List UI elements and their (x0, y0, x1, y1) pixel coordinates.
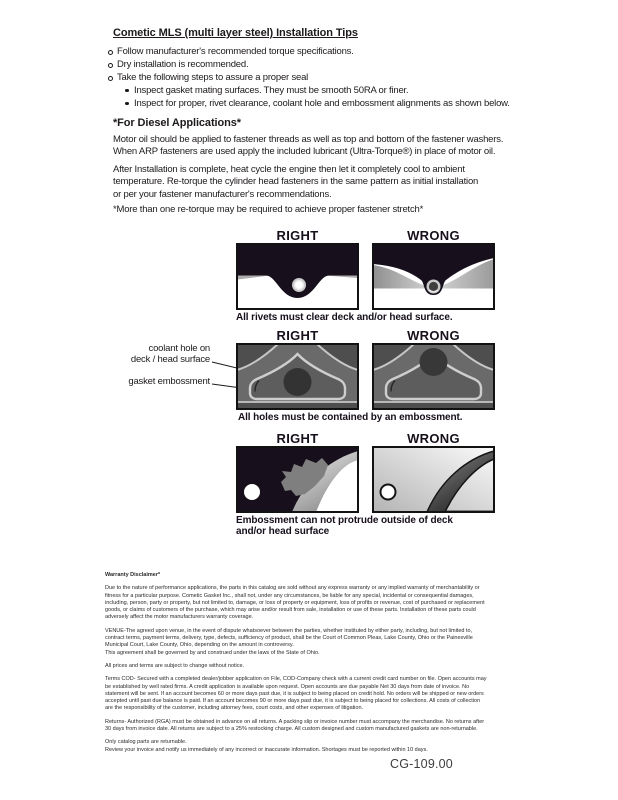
diagram-protrusion-wrong (372, 446, 495, 513)
caption-row2: All holes must be contained by an embossment. (238, 412, 463, 423)
wrong-label-row1: WRONG (407, 228, 460, 243)
callout-coolant-hole (100, 343, 210, 365)
caption-line: and/or head surface (236, 526, 330, 537)
list-item (108, 71, 510, 84)
text-line: *More than one re-torque may be required to achieve proper fastener stretch* (113, 204, 424, 215)
rivet-wrong-drawing (372, 243, 495, 310)
returns-paragraph: Returns- Authorized (RGA) must be obtained in advance on all returns. A packing slip or invoice number must accompany the merchandise. No returns after 30 days from invoice date. All returns are subject to a 25% restocking charge. All custom designed and custom manufactured gaskets are non-returnable. (105, 718, 485, 733)
right-label-row1: RIGHT (276, 228, 319, 243)
bullet-text: Take the following steps to assure a proper seal (117, 72, 309, 83)
caption-line: Embossment can not protrude outside of deck (236, 515, 453, 526)
embossment-right-drawing (236, 343, 359, 410)
diagram-embossment-wrong (372, 343, 495, 410)
diagram-rivet-wrong (372, 243, 495, 310)
bullet-text: Follow manufacturer's recommended torque specifications. (117, 46, 354, 57)
bullet-circle-icon (108, 63, 113, 68)
warranty-paragraph: Due to the nature of performance applications, the parts in this catalog are sold without any express warranty or any implied warranty of merchantability or fitness for a particular purpose. Cometic Gasket Inc., shall not, under any circumstances, be liable for any special, incidental or consequential damages, including, person, party or property, but not limited to, damage, or loss of property or equipment, loss of profits or revenue, cost of purchased or replacement goods, or claims of customers of the purchase, which may arise and/or result from sale, installation or use of these parts. Installation of these parts could adversely affect the motor manufacturers warranty coverage. (105, 585, 485, 621)
right-label-row3: RIGHT (276, 431, 319, 446)
text-line: temperature. Re-torque the cylinder head fasteners in the same pattern as initial installation (113, 176, 479, 188)
diesel-note (113, 204, 423, 216)
rivet-right-drawing (236, 243, 359, 310)
diesel-heading: *For Diesel Applications* (113, 117, 241, 129)
callout-gasket-embossment: gasket embossment (128, 376, 210, 387)
caption-row3 (236, 515, 453, 537)
prices-line: All prices and terms are subject to change without notice. (105, 662, 245, 669)
list-item (108, 97, 510, 110)
bullet-text: Inspect for proper, rivet clearance, coolant hole and embossment alignments as shown below. (134, 98, 510, 109)
coolant-hole (284, 368, 312, 396)
text-line: or per your fastener manufacturer's recommendations. (113, 188, 332, 200)
bolt-hole-icon (381, 485, 396, 500)
bolt-hole-icon (244, 484, 260, 500)
legal-block (105, 572, 545, 754)
protrusion-right-drawing (236, 446, 359, 513)
bullet-text: Dry installation is recommended. (117, 59, 249, 70)
text-line: After Installation is complete, heat cycle the engine then let it completely cool to ambient (113, 164, 465, 175)
protrusion-wrong-drawing (372, 446, 495, 513)
callout-text: coolant hole on (148, 343, 210, 354)
catalog-paragraph: Only catalog parts are returnable. Review your invoice and notify us immediately of any incorrect or inaccurate information. Shortages must be reported within 10 days. (105, 739, 428, 753)
embossment-wrong-drawing (372, 343, 495, 410)
list-item (108, 58, 510, 71)
list-item (108, 45, 510, 58)
right-label-row2: RIGHT (276, 328, 319, 343)
diagram-rivet-right (236, 243, 359, 310)
diagram-embossment-right (236, 343, 359, 410)
bullet-dot-icon (125, 89, 129, 93)
bullet-text: Inspect gasket mating surfaces. They must be smooth 50RA or finer. (134, 85, 409, 96)
page-title: Cometic MLS (multi layer steel) Installation Tips (113, 27, 358, 39)
text-line: Motor oil should be applied to fastener threads as well as top and bottom of the fastener washers. (113, 134, 504, 145)
list-item (108, 84, 510, 97)
diesel-paragraph-1 (113, 134, 503, 159)
bullet-circle-icon (108, 76, 113, 81)
text-line: When ARP fasteners are used apply the included lubricant (Ultra-Torque®) in place of motor oil. (113, 146, 496, 158)
bullet-dot-icon (125, 102, 129, 106)
bullet-circle-icon (108, 50, 113, 55)
diagram-protrusion-right (236, 446, 359, 513)
wrong-label-row2: WRONG (407, 328, 460, 343)
tips-list (108, 45, 510, 110)
coolant-hole (420, 348, 448, 376)
wrong-label-row3: WRONG (407, 431, 460, 446)
venue-paragraph: VENUE-The agreed upon venue, in the event of dispute whatsoever between the parties, whether instituted by either party, including, but not limited to, contract terms, payment terms, delivery, type, defects, sufficiency of product, shall be the Court of Common Pleas, Lake County, Ohio or the Painesville Municipal Court, Lake County, Ohio, depending on the amount in controversy. This agreement shall be governed by and construed under the laws of the State of Ohio. (105, 627, 473, 656)
legal-heading: Warranty Disclaimer* (105, 572, 161, 578)
catalog-page-code: CG-109.00 (390, 757, 453, 771)
terms-paragraph: Terms COD- Secured with a completed dealer/jobber application on File, COD-Company check with a current credit card number on file. Open accounts may be established by well rated firms. A credit application is available upon request. Open accounts are due payable Net 30 days from date of invoice. No statement will be sent. If an account becomes 60 or more days past due, it is subject to being placed on credit hold. No orders will be shipped or new orders accepted until past due balance is paid. If an account becomes 90 or more days past due, it is subject to being placed for collections. All costs of collection are the responsibility of the customer, including attorney fees, court costs, and other expenses of litigation. (105, 676, 487, 712)
callout-text: deck / head surface (130, 354, 210, 365)
caption-row1: All rivets must clear deck and/or head surface. (236, 312, 453, 323)
diesel-paragraph-2 (113, 164, 478, 201)
